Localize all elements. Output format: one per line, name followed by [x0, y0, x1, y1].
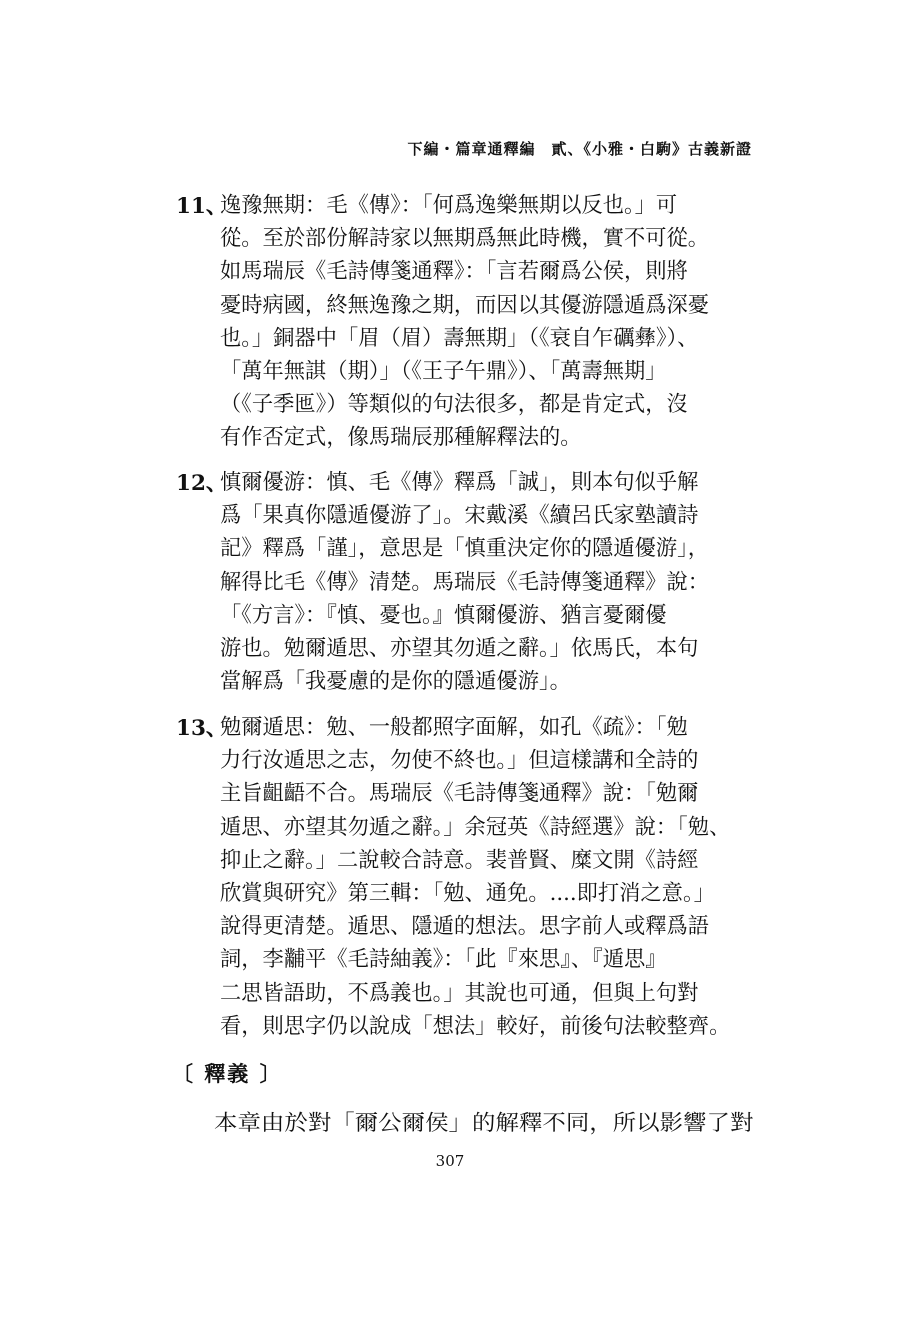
- annotation-line: 說得更清楚。遁思、隱遁的想法。思字前人或釋爲語: [220, 914, 710, 940]
- annotation-line: 也。」銅器中「眉（眉）壽無期」（《衰自乍礪彝》）、: [220, 325, 699, 351]
- annotation-line: 遁思、亦望其勿遁之辭。」余冠英《詩經選》說：「勉、: [220, 814, 731, 840]
- running-header: 下編・篇章通釋編 貳、《小雅・白駒》古義新證: [407, 140, 752, 158]
- annotation-line: 看，則思字仍以說成「想法」較好，前後句法較整齊。: [220, 1013, 731, 1039]
- annotation-line: 二思皆語助，不爲義也。」其說也可通，但與上句對: [220, 980, 699, 1006]
- annotation-line: 抑止之辭。」二說較合詩意。裴普賢、糜文開《詩經: [220, 847, 699, 873]
- annotation-line: 憂時病國，終無逸豫之期，而因以其優游隱遁爲深憂: [220, 292, 710, 318]
- annotation-number: 13、: [176, 716, 228, 741]
- annotation-line: 記》釋爲「謹」，意思是「慎重決定你的隱遁優游」，: [220, 536, 710, 562]
- annotation-11: [176, 189, 766, 455]
- body-paragraph: 本章由於對「爾公爾侯」的解釋不同，所以影響了對: [214, 1111, 754, 1136]
- annotation-line: 勉爾遁思：勉、一般都照字面解，如孔《疏》：「勉: [220, 715, 688, 740]
- page-number: 307: [435, 1152, 465, 1170]
- annotation-line: 當解爲「我憂慮的是你的隱遁優游」。: [220, 669, 571, 695]
- annotation-line: 「《方言》：『慎、憂也。』慎爾優游、猶言憂爾優: [220, 602, 667, 628]
- section-heading: 〔 釋義 〕: [172, 1061, 283, 1086]
- annotation-line: 從。至於部份解詩家以無期爲無此時機，實不可從。: [220, 226, 710, 252]
- annotation-line: （《子季匜》）等類似的句法很多，都是肯定式，沒: [220, 392, 688, 418]
- annotation-13: [176, 711, 766, 1043]
- annotation-line: 逸豫無期：毛《傳》：「何爲逸樂無期以反也。」可: [220, 193, 678, 218]
- annotation-line: 「萬年無諆（期）」（《王子午鼎》）、「萬壽無期」: [220, 358, 667, 384]
- annotation-line: 欣賞與研究》第三輯：「勉、通免。....即打消之意。」: [220, 880, 715, 906]
- annotation-number: 11、: [176, 194, 228, 219]
- annotation-line: 爲「果真你隱遁優游了」。宋戴溪《續呂氏家塾讀詩: [220, 503, 699, 529]
- annotation-line: 力行汝遁思之志，勿使不終也。」但這樣講和全詩的: [220, 748, 699, 774]
- annotation-12: [176, 466, 766, 698]
- annotation-line: 游也。勉爾遁思、亦望其勿遁之辭。」依馬氏，本句: [220, 635, 699, 661]
- annotation-number: 12、: [176, 471, 228, 496]
- annotation-line: 有作否定式，像馬瑞辰那種解釋法的。: [220, 425, 582, 451]
- annotation-line: 主旨齟齬不合。馬瑞辰《毛詩傳箋通釋》說：「勉爾: [220, 781, 699, 807]
- annotation-line: 詞，李黼平《毛詩紬義》：「此『來思』、『遁思』: [220, 947, 667, 973]
- annotation-line: 解得比毛《傳》清楚。馬瑞辰《毛詩傳箋通釋》說：: [220, 569, 710, 595]
- annotation-line: 如馬瑞辰《毛詩傳箋通釋》：「言若爾爲公侯，則將: [220, 259, 688, 285]
- annotation-line: 慎爾優游：慎、毛《傳》釋爲「誠」，則本句似乎解: [220, 470, 699, 495]
